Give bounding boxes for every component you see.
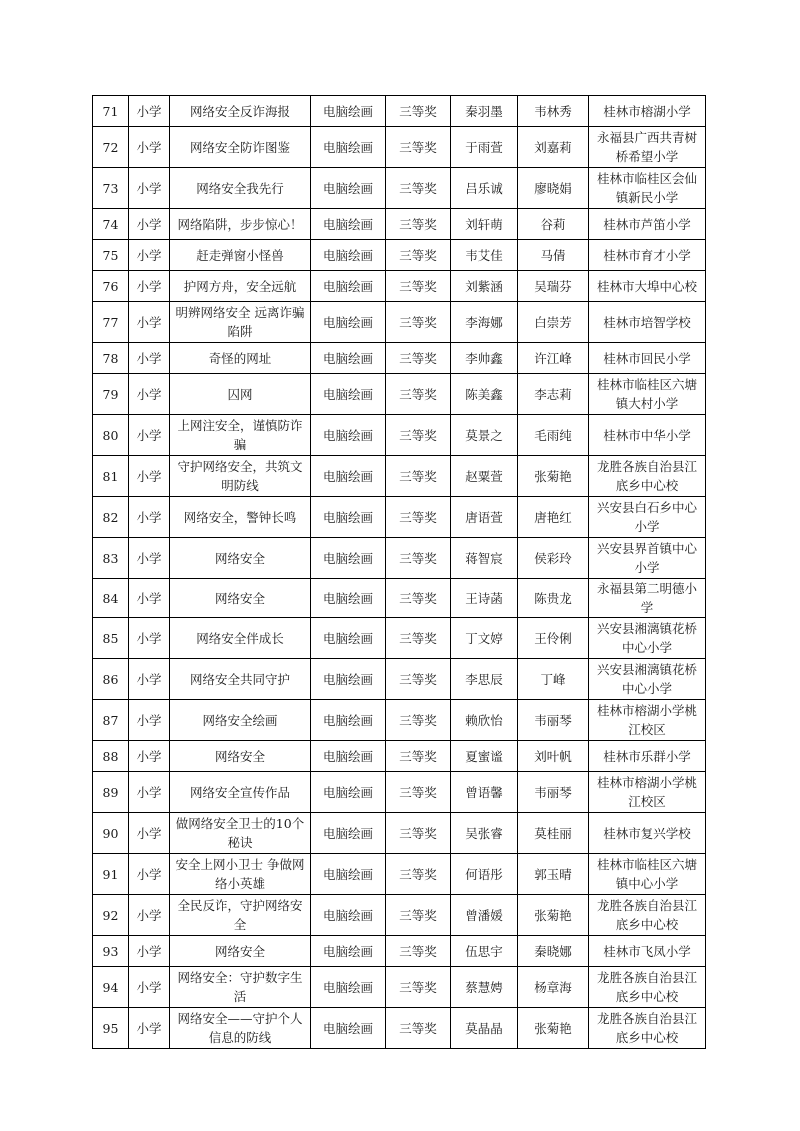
cell-number: 85 bbox=[93, 618, 129, 659]
cell-prize: 三等奖 bbox=[386, 700, 451, 741]
cell-author: 王诗菡 bbox=[451, 579, 518, 618]
cell-teacher: 张菊艳 bbox=[518, 895, 589, 936]
cell-school-level: 小学 bbox=[129, 538, 170, 579]
cell-number: 73 bbox=[93, 168, 129, 209]
cell-prize: 三等奖 bbox=[386, 209, 451, 240]
cell-number: 71 bbox=[93, 96, 129, 127]
cell-category: 电脑绘画 bbox=[311, 772, 386, 813]
cell-number: 81 bbox=[93, 456, 129, 497]
cell-number: 77 bbox=[93, 302, 129, 343]
cell-school-level: 小学 bbox=[129, 271, 170, 302]
cell-teacher: 毛雨纯 bbox=[518, 415, 589, 456]
cell-work-title: 守护网络安全，共筑文明防线 bbox=[170, 456, 311, 497]
cell-school-level: 小学 bbox=[129, 374, 170, 415]
cell-prize: 三等奖 bbox=[386, 936, 451, 967]
cell-work-title: 网络安全我先行 bbox=[170, 168, 311, 209]
table-row bbox=[93, 343, 706, 374]
cell-prize: 三等奖 bbox=[386, 415, 451, 456]
cell-school-level: 小学 bbox=[129, 96, 170, 127]
cell-school-level: 小学 bbox=[129, 741, 170, 772]
table-row bbox=[93, 700, 706, 741]
cell-number: 83 bbox=[93, 538, 129, 579]
cell-work-title: 囚网 bbox=[170, 374, 311, 415]
cell-prize: 三等奖 bbox=[386, 659, 451, 700]
cell-prize: 三等奖 bbox=[386, 168, 451, 209]
cell-school-level: 小学 bbox=[129, 168, 170, 209]
table-row bbox=[93, 895, 706, 936]
table-row bbox=[93, 127, 706, 168]
cell-author: 蒋智宸 bbox=[451, 538, 518, 579]
cell-category: 电脑绘画 bbox=[311, 700, 386, 741]
cell-school-level: 小学 bbox=[129, 497, 170, 538]
cell-category: 电脑绘画 bbox=[311, 854, 386, 895]
cell-number: 75 bbox=[93, 240, 129, 271]
cell-teacher: 王伶俐 bbox=[518, 618, 589, 659]
cell-school: 龙胜各族自治县江底乡中心校 bbox=[589, 895, 706, 936]
cell-category: 电脑绘画 bbox=[311, 967, 386, 1008]
cell-work-title: 网络安全宣传作品 bbox=[170, 772, 311, 813]
cell-teacher: 廖晓娟 bbox=[518, 168, 589, 209]
cell-work-title: 网络安全——守护个人信息的防线 bbox=[170, 1008, 311, 1049]
cell-teacher: 吴瑞芬 bbox=[518, 271, 589, 302]
cell-number: 89 bbox=[93, 772, 129, 813]
cell-author: 李海娜 bbox=[451, 302, 518, 343]
cell-teacher: 刘叶帆 bbox=[518, 741, 589, 772]
cell-category: 电脑绘画 bbox=[311, 1008, 386, 1049]
cell-prize: 三等奖 bbox=[386, 271, 451, 302]
cell-school-level: 小学 bbox=[129, 772, 170, 813]
cell-author: 莫景之 bbox=[451, 415, 518, 456]
cell-work-title: 安全上网小卫士 争做网络小英雄 bbox=[170, 854, 311, 895]
table-row bbox=[93, 1008, 706, 1049]
cell-school: 桂林市芦笛小学 bbox=[589, 209, 706, 240]
cell-teacher: 张菊艳 bbox=[518, 1008, 589, 1049]
cell-school: 永福县第二明德小学 bbox=[589, 579, 706, 618]
cell-author: 蔡慧娉 bbox=[451, 967, 518, 1008]
cell-school: 桂林市大埠中心校 bbox=[589, 271, 706, 302]
cell-prize: 三等奖 bbox=[386, 1008, 451, 1049]
table-row bbox=[93, 415, 706, 456]
cell-work-title: 明辨网络安全 远离诈骗陷阱 bbox=[170, 302, 311, 343]
cell-school: 桂林市飞凤小学 bbox=[589, 936, 706, 967]
cell-prize: 三等奖 bbox=[386, 302, 451, 343]
table-row bbox=[93, 497, 706, 538]
cell-teacher: 张菊艳 bbox=[518, 456, 589, 497]
cell-prize: 三等奖 bbox=[386, 741, 451, 772]
cell-prize: 三等奖 bbox=[386, 538, 451, 579]
cell-category: 电脑绘画 bbox=[311, 936, 386, 967]
cell-author: 赵粟萱 bbox=[451, 456, 518, 497]
cell-number: 80 bbox=[93, 415, 129, 456]
table-row bbox=[93, 659, 706, 700]
cell-category: 电脑绘画 bbox=[311, 813, 386, 854]
table-row bbox=[93, 456, 706, 497]
cell-school: 桂林市乐群小学 bbox=[589, 741, 706, 772]
cell-school-level: 小学 bbox=[129, 1008, 170, 1049]
cell-author: 刘轩萌 bbox=[451, 209, 518, 240]
cell-author: 吕乐诚 bbox=[451, 168, 518, 209]
cell-work-title: 网络安全防诈图鉴 bbox=[170, 127, 311, 168]
cell-school-level: 小学 bbox=[129, 209, 170, 240]
cell-category: 电脑绘画 bbox=[311, 456, 386, 497]
cell-prize: 三等奖 bbox=[386, 96, 451, 127]
cell-author: 刘紫涵 bbox=[451, 271, 518, 302]
cell-work-title: 网络安全绘画 bbox=[170, 700, 311, 741]
cell-prize: 三等奖 bbox=[386, 772, 451, 813]
cell-number: 84 bbox=[93, 579, 129, 618]
cell-number: 93 bbox=[93, 936, 129, 967]
table-row bbox=[93, 168, 706, 209]
table-row bbox=[93, 240, 706, 271]
cell-category: 电脑绘画 bbox=[311, 579, 386, 618]
cell-teacher: 马倩 bbox=[518, 240, 589, 271]
cell-author: 秦羽墨 bbox=[451, 96, 518, 127]
cell-teacher: 李志莉 bbox=[518, 374, 589, 415]
cell-prize: 三等奖 bbox=[386, 456, 451, 497]
cell-number: 74 bbox=[93, 209, 129, 240]
cell-work-title: 网络安全 bbox=[170, 936, 311, 967]
cell-school: 兴安县湘漓镇花桥中心小学 bbox=[589, 659, 706, 700]
cell-teacher: 刘嘉莉 bbox=[518, 127, 589, 168]
cell-teacher: 唐艳红 bbox=[518, 497, 589, 538]
cell-work-title: 做网络安全卫士的10个秘诀 bbox=[170, 813, 311, 854]
table-row bbox=[93, 209, 706, 240]
cell-teacher: 谷莉 bbox=[518, 209, 589, 240]
table-row bbox=[93, 813, 706, 854]
cell-prize: 三等奖 bbox=[386, 967, 451, 1008]
cell-school-level: 小学 bbox=[129, 854, 170, 895]
cell-work-title: 网络安全伴成长 bbox=[170, 618, 311, 659]
cell-school-level: 小学 bbox=[129, 700, 170, 741]
cell-teacher: 陈贵龙 bbox=[518, 579, 589, 618]
cell-work-title: 全民反诈，守护网络安全 bbox=[170, 895, 311, 936]
cell-school: 永福县广西共青树桥希望小学 bbox=[589, 127, 706, 168]
table-row bbox=[93, 967, 706, 1008]
cell-teacher: 杨章海 bbox=[518, 967, 589, 1008]
cell-author: 陈美鑫 bbox=[451, 374, 518, 415]
cell-school-level: 小学 bbox=[129, 813, 170, 854]
awards-table bbox=[92, 95, 706, 1049]
cell-school-level: 小学 bbox=[129, 127, 170, 168]
cell-category: 电脑绘画 bbox=[311, 96, 386, 127]
cell-school-level: 小学 bbox=[129, 415, 170, 456]
cell-school: 桂林市临桂区六塘镇中心小学 bbox=[589, 854, 706, 895]
cell-author: 唐语萱 bbox=[451, 497, 518, 538]
cell-author: 吴张睿 bbox=[451, 813, 518, 854]
cell-prize: 三等奖 bbox=[386, 618, 451, 659]
cell-author: 曾语馨 bbox=[451, 772, 518, 813]
table-row bbox=[93, 538, 706, 579]
table-row bbox=[93, 854, 706, 895]
cell-teacher: 莫桂丽 bbox=[518, 813, 589, 854]
cell-category: 电脑绘画 bbox=[311, 240, 386, 271]
cell-prize: 三等奖 bbox=[386, 240, 451, 271]
cell-work-title: 网络安全 bbox=[170, 538, 311, 579]
cell-school-level: 小学 bbox=[129, 967, 170, 1008]
cell-work-title: 奇怪的网址 bbox=[170, 343, 311, 374]
cell-work-title: 网络安全共同守护 bbox=[170, 659, 311, 700]
cell-number: 82 bbox=[93, 497, 129, 538]
cell-school-level: 小学 bbox=[129, 343, 170, 374]
table-row bbox=[93, 271, 706, 302]
cell-category: 电脑绘画 bbox=[311, 168, 386, 209]
cell-teacher: 韦丽琴 bbox=[518, 772, 589, 813]
cell-school: 兴安县界首镇中心小学 bbox=[589, 538, 706, 579]
cell-school: 桂林市培智学校 bbox=[589, 302, 706, 343]
table-row bbox=[93, 936, 706, 967]
cell-number: 72 bbox=[93, 127, 129, 168]
cell-author: 莫晶晶 bbox=[451, 1008, 518, 1049]
cell-category: 电脑绘画 bbox=[311, 538, 386, 579]
cell-work-title: 网络安全反诈海报 bbox=[170, 96, 311, 127]
cell-category: 电脑绘画 bbox=[311, 618, 386, 659]
cell-number: 87 bbox=[93, 700, 129, 741]
cell-prize: 三等奖 bbox=[386, 343, 451, 374]
cell-category: 电脑绘画 bbox=[311, 415, 386, 456]
cell-author: 何语彤 bbox=[451, 854, 518, 895]
cell-author: 伍思宇 bbox=[451, 936, 518, 967]
cell-author: 韦艾佳 bbox=[451, 240, 518, 271]
cell-school: 桂林市中华小学 bbox=[589, 415, 706, 456]
cell-prize: 三等奖 bbox=[386, 579, 451, 618]
cell-teacher: 白崇芳 bbox=[518, 302, 589, 343]
cell-school: 龙胜各族自治县江底乡中心校 bbox=[589, 967, 706, 1008]
cell-school: 桂林市育才小学 bbox=[589, 240, 706, 271]
cell-teacher: 韦林秀 bbox=[518, 96, 589, 127]
cell-prize: 三等奖 bbox=[386, 813, 451, 854]
cell-school: 桂林市回民小学 bbox=[589, 343, 706, 374]
cell-category: 电脑绘画 bbox=[311, 127, 386, 168]
cell-category: 电脑绘画 bbox=[311, 895, 386, 936]
cell-category: 电脑绘画 bbox=[311, 741, 386, 772]
cell-category: 电脑绘画 bbox=[311, 374, 386, 415]
cell-school: 桂林市榕湖小学桃江校区 bbox=[589, 772, 706, 813]
cell-school: 桂林市复兴学校 bbox=[589, 813, 706, 854]
cell-author: 于雨萱 bbox=[451, 127, 518, 168]
cell-school: 桂林市榕湖小学桃江校区 bbox=[589, 700, 706, 741]
cell-work-title: 赶走弹窗小怪兽 bbox=[170, 240, 311, 271]
cell-author: 李思辰 bbox=[451, 659, 518, 700]
cell-school: 桂林市临桂区六塘镇大村小学 bbox=[589, 374, 706, 415]
cell-prize: 三等奖 bbox=[386, 374, 451, 415]
cell-school-level: 小学 bbox=[129, 579, 170, 618]
awards-table-body bbox=[93, 96, 706, 1049]
cell-teacher: 秦晓娜 bbox=[518, 936, 589, 967]
cell-category: 电脑绘画 bbox=[311, 209, 386, 240]
cell-work-title: 网络陷阱，步步惊心！ bbox=[170, 209, 311, 240]
cell-category: 电脑绘画 bbox=[311, 302, 386, 343]
cell-school-level: 小学 bbox=[129, 895, 170, 936]
table-row bbox=[93, 96, 706, 127]
table-row bbox=[93, 772, 706, 813]
table-row bbox=[93, 374, 706, 415]
cell-school-level: 小学 bbox=[129, 302, 170, 343]
cell-school: 龙胜各族自治县江底乡中心校 bbox=[589, 456, 706, 497]
table-row bbox=[93, 618, 706, 659]
cell-teacher: 郭玉晴 bbox=[518, 854, 589, 895]
cell-number: 94 bbox=[93, 967, 129, 1008]
cell-school-level: 小学 bbox=[129, 936, 170, 967]
cell-author: 赖欣怡 bbox=[451, 700, 518, 741]
cell-school: 龙胜各族自治县江底乡中心校 bbox=[589, 1008, 706, 1049]
cell-number: 76 bbox=[93, 271, 129, 302]
cell-school-level: 小学 bbox=[129, 659, 170, 700]
cell-author: 夏蜜谧 bbox=[451, 741, 518, 772]
cell-work-title: 网络安全 bbox=[170, 579, 311, 618]
cell-prize: 三等奖 bbox=[386, 497, 451, 538]
cell-work-title: 护网方舟，安全远航 bbox=[170, 271, 311, 302]
cell-school-level: 小学 bbox=[129, 456, 170, 497]
cell-number: 92 bbox=[93, 895, 129, 936]
cell-number: 86 bbox=[93, 659, 129, 700]
cell-teacher: 韦丽琴 bbox=[518, 700, 589, 741]
cell-category: 电脑绘画 bbox=[311, 659, 386, 700]
table-row bbox=[93, 579, 706, 618]
cell-school: 兴安县白石乡中心小学 bbox=[589, 497, 706, 538]
cell-work-title: 网络安全：守护数字生活 bbox=[170, 967, 311, 1008]
cell-work-title: 上网注安全，谨慎防诈骗 bbox=[170, 415, 311, 456]
cell-category: 电脑绘画 bbox=[311, 271, 386, 302]
cell-school-level: 小学 bbox=[129, 240, 170, 271]
cell-prize: 三等奖 bbox=[386, 127, 451, 168]
table-row bbox=[93, 302, 706, 343]
cell-author: 曾潘媛 bbox=[451, 895, 518, 936]
cell-work-title: 网络安全 bbox=[170, 741, 311, 772]
cell-teacher: 丁峰 bbox=[518, 659, 589, 700]
cell-school: 兴安县湘漓镇花桥中心小学 bbox=[589, 618, 706, 659]
cell-school: 桂林市临桂区会仙镇新民小学 bbox=[589, 168, 706, 209]
table-row bbox=[93, 741, 706, 772]
cell-category: 电脑绘画 bbox=[311, 497, 386, 538]
cell-teacher: 许江峰 bbox=[518, 343, 589, 374]
cell-number: 79 bbox=[93, 374, 129, 415]
cell-number: 95 bbox=[93, 1008, 129, 1049]
cell-number: 78 bbox=[93, 343, 129, 374]
cell-number: 88 bbox=[93, 741, 129, 772]
cell-number: 90 bbox=[93, 813, 129, 854]
cell-author: 丁文婷 bbox=[451, 618, 518, 659]
cell-category: 电脑绘画 bbox=[311, 343, 386, 374]
cell-teacher: 侯彩玲 bbox=[518, 538, 589, 579]
cell-number: 91 bbox=[93, 854, 129, 895]
cell-school: 桂林市榕湖小学 bbox=[589, 96, 706, 127]
cell-prize: 三等奖 bbox=[386, 895, 451, 936]
cell-author: 李帅鑫 bbox=[451, 343, 518, 374]
cell-school-level: 小学 bbox=[129, 618, 170, 659]
cell-prize: 三等奖 bbox=[386, 854, 451, 895]
cell-work-title: 网络安全，警钟长鸣 bbox=[170, 497, 311, 538]
